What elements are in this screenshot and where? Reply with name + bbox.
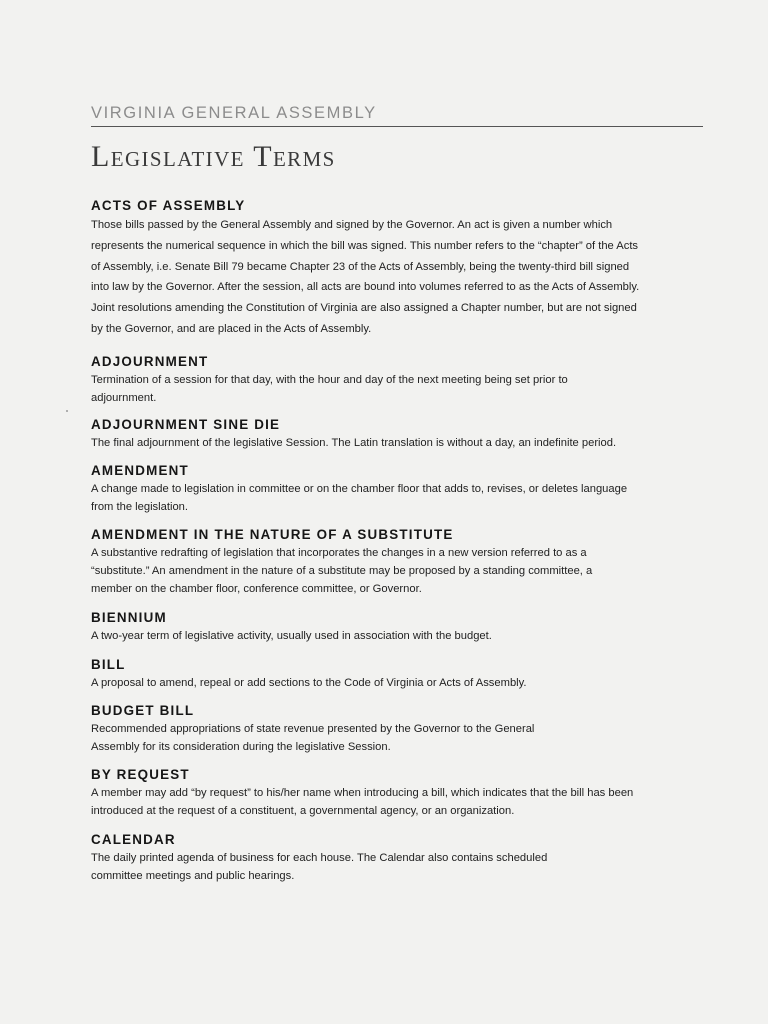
term-heading: ADJOURNMENT — [91, 353, 209, 369]
glossary-entry-amendment-substitute — [91, 525, 701, 598]
definition-line: A substantive redrafting of legislation that incorporates the changes in a new version referred to as a — [91, 546, 587, 559]
definition-line: committee meetings and public hearings. — [91, 869, 295, 882]
definition-line: “substitute.” An amendment in the nature of a substitute may be proposed by a standing committee, a — [91, 564, 593, 577]
term-heading: AMENDMENT — [91, 462, 189, 478]
term-definition — [91, 784, 701, 820]
term-heading: BUDGET BILL — [91, 702, 195, 718]
organization-name: VIRGINIA GENERAL ASSEMBLY — [91, 104, 377, 122]
glossary-entry-bill — [91, 655, 701, 692]
definition-line: A two-year term of legislative activity, usually used in association with the budget. — [91, 629, 492, 642]
definition-line: Assembly for its consideration during the legislative Session. — [91, 740, 391, 753]
definition-line: The daily printed agenda of business for each house. The Calendar also contains scheduled — [91, 851, 548, 864]
glossary-entry-amendment — [91, 461, 701, 516]
term-heading: ACTS OF ASSEMBLY — [91, 198, 246, 213]
term-heading: ADJOURNMENT SINE DIE — [91, 416, 281, 432]
definition-line: of Assembly, i.e. Senate Bill 79 became Chapter 23 of the Acts of Assembly, being the twenty-third bill signed — [91, 260, 630, 273]
definition-line: into law by the Governor. After the session, all acts are bound into volumes referred to as the Acts of Assembly. — [91, 281, 640, 294]
definition-line: A member may add “by request” to his/her name when introducing a bill, which indicates that the bill has been — [91, 786, 634, 799]
term-definition — [91, 434, 701, 452]
glossary-entry-adjournment — [91, 352, 701, 407]
term-heading: AMENDMENT IN THE NATURE OF A SUBSTITUTE — [91, 526, 454, 542]
term-heading: BIENNIUM — [91, 609, 167, 625]
definition-line: Recommended appropriations of state revenue presented by the Governor to the General — [91, 722, 535, 735]
scan-speck — [66, 410, 68, 412]
term-definition — [91, 544, 701, 598]
term-heading: CALENDAR — [91, 831, 176, 847]
page-title: Legislative Terms — [91, 140, 336, 173]
term-definition — [91, 849, 701, 885]
definition-line: adjournment. — [91, 391, 157, 404]
term-definition — [91, 371, 701, 407]
glossary-entry-acts-of-assembly — [91, 196, 701, 340]
term-definition — [91, 720, 701, 756]
header-rule — [91, 126, 703, 127]
glossary-entry-budget-bill — [91, 701, 701, 756]
definition-line: Termination of a session for that day, with the hour and day of the next meeting being set prior to — [91, 373, 568, 386]
definition-line: Those bills passed by the General Assembly and signed by the Governor. An act is given a number which — [91, 219, 613, 231]
term-definition — [91, 215, 701, 340]
definition-line: from the legislation. — [91, 500, 189, 513]
definition-line: The final adjournment of the legislative Session. The Latin translation is without a day, an indefinite period. — [91, 436, 617, 449]
definition-line: by the Governor, and are placed in the Acts of Assembly. — [91, 322, 372, 335]
glossary-entry-calendar — [91, 830, 701, 885]
term-heading: BILL — [91, 656, 126, 672]
definition-line: member on the chamber floor, conference committee, or Governor. — [91, 582, 422, 595]
definition-line: A proposal to amend, repeal or add sections to the Code of Virginia or Acts of Assembly. — [91, 676, 527, 689]
glossary-entry-biennium — [91, 608, 701, 645]
glossary-list — [91, 196, 701, 895]
definition-line: A change made to legislation in committee or on the chamber floor that adds to, revises, or deletes language — [91, 482, 628, 495]
definition-line: Joint resolutions amending the Constitution of Virginia are also assigned a Chapter number, but are not signed — [91, 302, 637, 315]
definition-line: represents the numerical sequence in which the bill was signed. This number refers to the “chapter” of the Acts — [91, 239, 639, 252]
definition-line: introduced at the request of a constituent, a governmental agency, or an organization. — [91, 804, 515, 817]
glossary-entry-adjournment-sine-die — [91, 415, 701, 452]
term-definition — [91, 674, 701, 692]
term-definition — [91, 480, 701, 516]
term-definition — [91, 627, 701, 645]
term-heading: BY REQUEST — [91, 766, 190, 782]
glossary-entry-by-request — [91, 765, 701, 820]
